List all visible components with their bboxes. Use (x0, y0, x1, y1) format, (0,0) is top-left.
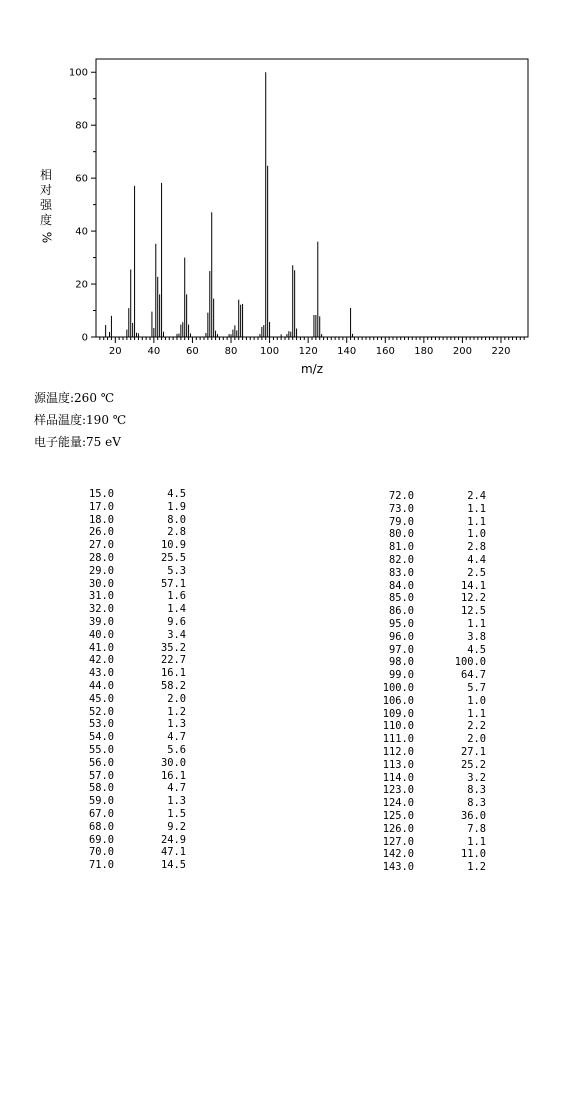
peak-mz: 73.0 (388, 502, 414, 515)
x-tick-label: 200 (452, 346, 472, 357)
peak-abundance: 3.4 (167, 628, 186, 641)
peak-abundance: 8.3 (467, 784, 486, 797)
peak-abundance: 1.1 (467, 515, 486, 528)
peak-mz: 68.0 (88, 820, 114, 833)
peak-abundance: 35.2 (160, 641, 186, 654)
peak-abundance: 58.2 (160, 679, 186, 692)
peak-row (372, 656, 486, 669)
electron-energy (34, 433, 121, 450)
peak-abundance: 2.4 (467, 490, 486, 502)
peak-mz: 70.0 (88, 846, 114, 859)
y-axis-label-char: 相 (39, 168, 52, 182)
peak-row (72, 501, 186, 514)
peak-abundance: 1.1 (467, 707, 486, 720)
peak-row (372, 733, 486, 746)
x-tick-label: 20 (108, 346, 122, 357)
peak-abundance: 1.0 (467, 528, 486, 541)
peak-row (372, 784, 486, 797)
peak-abundance: 5.6 (167, 743, 186, 756)
peak-row (72, 603, 186, 616)
peak-mz: 95.0 (388, 617, 414, 630)
plot-frame (96, 59, 528, 337)
peak-mz: 27.0 (88, 539, 114, 552)
peak-mz: 98.0 (388, 656, 414, 669)
peak-mz: 56.0 (88, 756, 114, 769)
peak-mz: 71.0 (88, 859, 114, 872)
peak-abundance: 30.0 (160, 756, 186, 769)
peak-row (72, 642, 186, 655)
peak-mz: 42.0 (88, 654, 114, 667)
peak-abundance: 4.5 (167, 488, 186, 500)
peak-abundance: 9.2 (167, 820, 186, 833)
peak-row (72, 731, 186, 744)
x-tick-label: 40 (147, 346, 161, 357)
peak-row (372, 682, 486, 695)
peak-abundance: 1.6 (167, 590, 186, 603)
peak-row (372, 567, 486, 580)
peak-row (372, 810, 486, 823)
y-axis-label-char: 度 (39, 213, 52, 227)
peak-abundance: 1.1 (467, 835, 486, 848)
peak-mz: 44.0 (88, 679, 114, 692)
peak-row (372, 644, 486, 657)
peak-mz: 52.0 (88, 705, 114, 718)
x-tick-label: 100 (260, 346, 280, 357)
peak-abundance: 100.0 (454, 656, 486, 669)
peak-mz: 99.0 (388, 669, 414, 682)
peak-row (72, 846, 186, 859)
peak-abundance: 1.2 (467, 861, 486, 874)
peak-mz: 85.0 (388, 592, 414, 605)
peak-row (72, 552, 186, 565)
peak-mz: 113.0 (382, 758, 414, 771)
peak-abundance: 5.3 (167, 564, 186, 577)
peak-row (72, 488, 186, 501)
peak-row (372, 669, 486, 682)
peak-mz: 84.0 (388, 579, 414, 592)
peak-abundance: 12.2 (460, 592, 486, 605)
mass-spectrum-chart (0, 0, 570, 380)
peak-mz: 106.0 (382, 694, 414, 707)
peak-mz: 114.0 (382, 771, 414, 784)
peak-abundance: 1.2 (167, 705, 186, 718)
peak-abundance: 27.1 (460, 745, 486, 758)
peak-abundance: 1.5 (167, 807, 186, 820)
peak-abundance: 25.2 (460, 758, 486, 771)
peak-abundance: 2.8 (167, 526, 186, 539)
peak-mz: 127.0 (382, 835, 414, 848)
peak-row (72, 821, 186, 834)
peak-row (372, 861, 486, 874)
condition-value: 260 ℃ (74, 391, 115, 405)
peak-row (72, 834, 186, 847)
peak-row (72, 616, 186, 629)
peak-row (72, 514, 186, 527)
peak-mz: 100.0 (382, 681, 414, 694)
peak-mz: 110.0 (382, 720, 414, 733)
peak-mz: 32.0 (88, 603, 114, 616)
y-axis-label-char: % (39, 231, 54, 244)
peak-mz: 26.0 (88, 526, 114, 539)
peak-mz: 55.0 (88, 743, 114, 756)
peak-mz: 43.0 (88, 667, 114, 680)
peak-mz: 109.0 (382, 707, 414, 720)
peak-row (372, 605, 486, 618)
y-tick-label: 20 (75, 279, 88, 291)
peak-abundance: 12.5 (460, 605, 486, 618)
peak-row (372, 797, 486, 810)
peak-row (72, 744, 186, 757)
x-tick-label: 120 (298, 346, 318, 357)
peak-mz: 17.0 (88, 500, 114, 513)
peak-row (72, 629, 186, 642)
peak-mz: 31.0 (88, 590, 114, 603)
peak-abundance: 8.3 (467, 797, 486, 810)
peak-abundance: 16.1 (160, 769, 186, 782)
peak-mz: 18.0 (88, 513, 114, 526)
peak-mz: 40.0 (88, 628, 114, 641)
peak-mz: 69.0 (88, 833, 114, 846)
peak-abundance: 1.0 (467, 694, 486, 707)
peak-row (372, 592, 486, 605)
condition-value: 190 ℃ (86, 413, 127, 427)
peak-mz: 80.0 (388, 528, 414, 541)
peak-abundance: 1.4 (167, 603, 186, 616)
peak-mz: 15.0 (88, 488, 114, 500)
peak-abundance: 1.1 (467, 502, 486, 515)
x-tick-label: 80 (224, 346, 238, 357)
condition-label: 样品温度: (34, 413, 87, 427)
condition-label: 源温度: (34, 391, 75, 405)
peak-abundance: 4.7 (167, 782, 186, 795)
peak-mz: 143.0 (382, 861, 414, 874)
peak-abundance: 1.3 (167, 718, 186, 731)
y-tick-label: 40 (75, 226, 88, 238)
peak-abundance: 2.8 (467, 541, 486, 554)
y-tick-label: 60 (75, 173, 88, 185)
peak-mz: 82.0 (388, 553, 414, 566)
peak-mz: 57.0 (88, 769, 114, 782)
peak-abundance: 16.1 (160, 667, 186, 680)
sample-temperature (34, 411, 126, 428)
y-tick-label: 0 (81, 332, 88, 344)
peak-row (372, 528, 486, 541)
peak-row (372, 720, 486, 733)
peak-row (72, 693, 186, 706)
peak-abundance: 10.9 (160, 539, 186, 552)
peak-mz: 97.0 (388, 643, 414, 656)
peak-abundance: 3.8 (467, 630, 486, 643)
peak-row (72, 795, 186, 808)
peak-row (372, 836, 486, 849)
peak-mz: 28.0 (88, 551, 114, 564)
source-temperature (34, 389, 114, 406)
peak-mz: 126.0 (382, 822, 414, 835)
peak-row (72, 706, 186, 719)
peak-row (72, 654, 186, 667)
peak-row (372, 554, 486, 567)
peak-abundance: 2.5 (467, 566, 486, 579)
peak-abundance: 5.7 (467, 681, 486, 694)
peak-row (372, 490, 486, 503)
peak-mz: 58.0 (88, 782, 114, 795)
peak-mz: 142.0 (382, 848, 414, 861)
peak-row (372, 823, 486, 836)
peak-row (72, 565, 186, 578)
peak-mz: 72.0 (388, 490, 414, 502)
peak-abundance: 1.1 (467, 617, 486, 630)
peak-abundance: 1.3 (167, 795, 186, 808)
peak-row (372, 503, 486, 516)
x-tick-label: 140 (337, 346, 357, 357)
peak-abundance: 11.0 (460, 848, 486, 861)
peak-abundance: 36.0 (460, 809, 486, 822)
y-axis-label-char: 强 (39, 198, 52, 212)
peak-abundance: 1.9 (167, 500, 186, 513)
peak-abundance: 4.5 (467, 643, 486, 656)
condition-label: 电子能量: (34, 435, 87, 449)
peak-row (72, 770, 186, 783)
peak-abundance: 22.7 (160, 654, 186, 667)
peak-mz: 53.0 (88, 718, 114, 731)
peak-mz: 86.0 (388, 605, 414, 618)
peak-mz: 111.0 (382, 733, 414, 746)
peak-mz: 54.0 (88, 731, 114, 744)
peak-row (72, 782, 186, 795)
peak-mz: 45.0 (88, 692, 114, 705)
peak-row (72, 539, 186, 552)
peak-abundance: 2.2 (467, 720, 486, 733)
y-tick-label: 80 (75, 120, 88, 132)
peak-row (72, 680, 186, 693)
peak-row (372, 580, 486, 593)
peak-abundance: 24.9 (160, 833, 186, 846)
peak-mz: 30.0 (88, 577, 114, 590)
peak-abundance: 8.0 (167, 513, 186, 526)
peak-mz: 41.0 (88, 641, 114, 654)
x-tick-label: 220 (491, 346, 511, 357)
peak-abundance: 7.8 (467, 822, 486, 835)
peak-row (72, 667, 186, 680)
peak-row (72, 578, 186, 591)
peak-table-left (72, 488, 186, 872)
peak-mz: 81.0 (388, 541, 414, 554)
peak-abundance: 14.1 (460, 579, 486, 592)
x-axis-label: m/z (300, 362, 324, 376)
peak-abundance: 25.5 (160, 551, 186, 564)
x-tick-label: 160 (375, 346, 395, 357)
x-tick-label: 60 (186, 346, 199, 357)
peak-mz: 112.0 (382, 745, 414, 758)
peak-mz: 67.0 (88, 807, 114, 820)
peak-abundance: 47.1 (160, 846, 186, 859)
peak-mz: 79.0 (388, 515, 414, 528)
peak-mz: 39.0 (88, 615, 114, 628)
peak-row (372, 848, 486, 861)
peak-table-right (372, 490, 486, 874)
peak-mz: 96.0 (388, 630, 414, 643)
peak-mz: 125.0 (382, 809, 414, 822)
peak-row (372, 746, 486, 759)
peak-row (372, 516, 486, 529)
peak-row (372, 618, 486, 631)
peak-abundance: 2.0 (167, 692, 186, 705)
peak-row (372, 708, 486, 721)
peak-row (72, 718, 186, 731)
peak-row (72, 808, 186, 821)
peak-row (372, 772, 486, 785)
peak-row (72, 757, 186, 770)
peak-abundance: 9.6 (167, 615, 186, 628)
condition-value: 75 eV (86, 435, 121, 449)
peak-mz: 123.0 (382, 784, 414, 797)
peak-row (72, 526, 186, 539)
peak-abundance: 64.7 (460, 669, 486, 682)
peak-abundance: 14.5 (160, 859, 186, 872)
peak-abundance: 2.0 (467, 733, 486, 746)
peak-mz: 124.0 (382, 797, 414, 810)
x-tick-label: 180 (414, 346, 434, 357)
peak-row (372, 541, 486, 554)
y-axis-label (36, 168, 56, 245)
peak-abundance: 3.2 (467, 771, 486, 784)
y-axis-label-char: 对 (39, 183, 52, 197)
y-tick-label: 100 (68, 67, 88, 79)
peak-row (372, 695, 486, 708)
peak-row (372, 759, 486, 772)
peak-row (372, 631, 486, 644)
peak-abundance: 4.4 (467, 553, 486, 566)
peak-row (72, 590, 186, 603)
peak-mz: 29.0 (88, 564, 114, 577)
peak-abundance: 57.1 (160, 577, 186, 590)
peak-mz: 83.0 (388, 566, 414, 579)
peak-mz: 59.0 (88, 795, 114, 808)
peak-abundance: 4.7 (167, 731, 186, 744)
peak-row (72, 859, 186, 872)
